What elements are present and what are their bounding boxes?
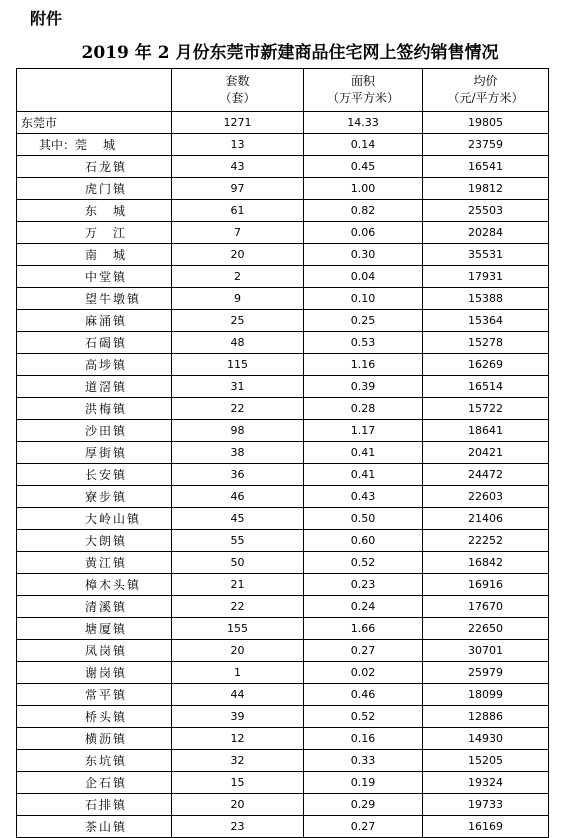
first-town-area: 0.14: [304, 134, 423, 156]
town-name-cell: [17, 772, 172, 794]
town-price: 21406: [423, 508, 549, 530]
town-name: 茶山镇: [85, 819, 128, 834]
town-units: 23: [172, 816, 304, 838]
town-units: 44: [172, 684, 304, 706]
town-price: 35531: [423, 244, 549, 266]
table-row: [17, 618, 549, 640]
table-row: [17, 332, 549, 354]
header-area: [304, 69, 423, 112]
table-row: [17, 662, 549, 684]
town-area: 0.02: [304, 662, 423, 684]
table-row: [17, 596, 549, 618]
first-town-units: 13: [172, 134, 304, 156]
town-units: 48: [172, 332, 304, 354]
town-name: 常平镇: [85, 687, 128, 702]
town-name: 大朗镇: [85, 533, 128, 548]
table-header-row: [17, 69, 549, 112]
table-row: [17, 354, 549, 376]
table-row: [17, 640, 549, 662]
town-name: 望牛墩镇: [85, 291, 142, 306]
town-price: 25503: [423, 200, 549, 222]
town-units: 115: [172, 354, 304, 376]
town-area: 0.06: [304, 222, 423, 244]
town-units: 7: [172, 222, 304, 244]
table-row: [17, 266, 549, 288]
town-area: 0.39: [304, 376, 423, 398]
town-price: 14930: [423, 728, 549, 750]
town-name: 桥头镇: [85, 709, 128, 724]
town-units: 46: [172, 486, 304, 508]
town-price: 15722: [423, 398, 549, 420]
town-name-cell: [17, 618, 172, 640]
town-name: 高埗镇: [85, 357, 128, 372]
town-name-cell: [17, 200, 172, 222]
town-price: 19324: [423, 772, 549, 794]
town-name: 长安镇: [85, 467, 128, 482]
table-row: [17, 794, 549, 816]
table-row: [17, 134, 549, 156]
town-price: 16842: [423, 552, 549, 574]
town-name-cell: [17, 508, 172, 530]
town-name-cell: [17, 750, 172, 772]
town-price: 20284: [423, 222, 549, 244]
total-price: 19805: [423, 112, 549, 134]
town-price: 24472: [423, 464, 549, 486]
town-units: 97: [172, 178, 304, 200]
town-name-cell: [17, 684, 172, 706]
town-name: 道滘镇: [85, 379, 128, 394]
town-name: 横沥镇: [85, 731, 128, 746]
town-name: 东 城: [85, 203, 128, 218]
town-name: 中堂镇: [85, 269, 128, 284]
town-name: 寮步镇: [85, 489, 128, 504]
town-area: 1.16: [304, 354, 423, 376]
attachment-label: 附件: [30, 9, 63, 28]
town-name: 万 江: [85, 225, 128, 240]
town-price: 15364: [423, 310, 549, 332]
total-units: 1271: [172, 112, 304, 134]
town-area: 1.17: [304, 420, 423, 442]
header-price-unit: （元/平方米）: [447, 91, 524, 105]
town-units: 22: [172, 398, 304, 420]
town-name-cell: [17, 574, 172, 596]
town-area: 0.27: [304, 640, 423, 662]
town-name-cell: [17, 552, 172, 574]
town-name-cell: [17, 178, 172, 200]
town-area: 0.10: [304, 288, 423, 310]
town-name: 清溪镇: [85, 599, 128, 614]
town-name: 黄江镇: [85, 555, 128, 570]
town-name-cell: [17, 310, 172, 332]
town-name-cell: [17, 288, 172, 310]
town-area: 0.23: [304, 574, 423, 596]
town-area: 0.60: [304, 530, 423, 552]
town-units: 2: [172, 266, 304, 288]
town-price: 16916: [423, 574, 549, 596]
town-name-cell: [17, 728, 172, 750]
total-area: 14.33: [304, 112, 423, 134]
town-area: 0.24: [304, 596, 423, 618]
town-area: 0.41: [304, 442, 423, 464]
town-units: 20: [172, 640, 304, 662]
header-area-unit: （万平方米）: [326, 91, 399, 105]
town-name-cell: [17, 464, 172, 486]
town-name-cell: [17, 662, 172, 684]
town-name-cell: [17, 640, 172, 662]
town-name: 虎门镇: [85, 181, 128, 196]
town-name-cell: [17, 420, 172, 442]
town-name-cell: [17, 794, 172, 816]
town-name-cell: [17, 816, 172, 838]
table-row: [17, 508, 549, 530]
town-name: 沙田镇: [85, 423, 128, 438]
town-name: 凤岗镇: [85, 643, 128, 658]
table-row: [17, 816, 549, 838]
town-price: 15278: [423, 332, 549, 354]
town-units: 12: [172, 728, 304, 750]
town-price: 22603: [423, 486, 549, 508]
town-area: 1.00: [304, 178, 423, 200]
town-name-cell: [17, 442, 172, 464]
town-price: 16514: [423, 376, 549, 398]
town-units: 45: [172, 508, 304, 530]
first-town-cell: [17, 134, 172, 156]
sales-table: [16, 68, 549, 838]
town-price: 22650: [423, 618, 549, 640]
town-name-cell: [17, 244, 172, 266]
town-name-cell: [17, 332, 172, 354]
table-row: [17, 156, 549, 178]
town-price: 22252: [423, 530, 549, 552]
town-name-cell: [17, 266, 172, 288]
town-price: 20421: [423, 442, 549, 464]
town-units: 38: [172, 442, 304, 464]
first-town-name: 莞 城: [75, 137, 118, 152]
town-area: 0.52: [304, 552, 423, 574]
header-units-label: 套数: [225, 74, 250, 88]
town-price: 16269: [423, 354, 549, 376]
town-name: 东坑镇: [85, 753, 128, 768]
table-row: [17, 200, 549, 222]
town-units: 55: [172, 530, 304, 552]
town-name-cell: [17, 354, 172, 376]
town-units: 32: [172, 750, 304, 772]
town-name-cell: [17, 486, 172, 508]
town-units: 15: [172, 772, 304, 794]
town-area: 1.66: [304, 618, 423, 640]
town-units: 20: [172, 794, 304, 816]
town-price: 30701: [423, 640, 549, 662]
town-area: 0.16: [304, 728, 423, 750]
town-name-cell: [17, 156, 172, 178]
town-name: 谢岗镇: [85, 665, 128, 680]
town-area: 0.43: [304, 486, 423, 508]
town-units: 20: [172, 244, 304, 266]
table-row: [17, 574, 549, 596]
town-area: 0.25: [304, 310, 423, 332]
town-price: 17931: [423, 266, 549, 288]
town-name-cell: [17, 706, 172, 728]
town-name: 厚街镇: [85, 445, 128, 460]
town-units: 25: [172, 310, 304, 332]
town-units: 31: [172, 376, 304, 398]
header-town: [17, 69, 172, 112]
total-name: 东莞市: [17, 112, 172, 134]
town-units: 61: [172, 200, 304, 222]
town-price: 18099: [423, 684, 549, 706]
town-units: 39: [172, 706, 304, 728]
town-area: 0.46: [304, 684, 423, 706]
town-units: 9: [172, 288, 304, 310]
table-row: [17, 420, 549, 442]
table-row: [17, 750, 549, 772]
town-name: 大岭山镇: [85, 511, 142, 526]
total-row: [17, 112, 549, 134]
town-name: 企石镇: [85, 775, 128, 790]
table-row: [17, 464, 549, 486]
town-name: 麻涌镇: [85, 313, 128, 328]
town-area: 0.27: [304, 816, 423, 838]
town-name-cell: [17, 530, 172, 552]
table-row: [17, 442, 549, 464]
town-units: 21: [172, 574, 304, 596]
table-row: [17, 486, 549, 508]
header-units: [172, 69, 304, 112]
town-units: 43: [172, 156, 304, 178]
town-price: 19733: [423, 794, 549, 816]
town-price: 16541: [423, 156, 549, 178]
town-area: 0.28: [304, 398, 423, 420]
town-name: 石碣镇: [85, 335, 128, 350]
town-units: 22: [172, 596, 304, 618]
town-area: 0.29: [304, 794, 423, 816]
table-row: [17, 288, 549, 310]
town-name: 石龙镇: [85, 159, 128, 174]
town-area: 0.50: [304, 508, 423, 530]
table-row: [17, 772, 549, 794]
town-area: 0.82: [304, 200, 423, 222]
town-units: 1: [172, 662, 304, 684]
town-price: 17670: [423, 596, 549, 618]
town-price: 15205: [423, 750, 549, 772]
town-price: 15388: [423, 288, 549, 310]
table-row: [17, 552, 549, 574]
town-units: 36: [172, 464, 304, 486]
town-area: 0.04: [304, 266, 423, 288]
header-price: [423, 69, 549, 112]
table-row: [17, 706, 549, 728]
town-area: 0.33: [304, 750, 423, 772]
table-row: [17, 530, 549, 552]
table-row: [17, 684, 549, 706]
town-area: 0.30: [304, 244, 423, 266]
table-row: [17, 376, 549, 398]
header-units-unit: （套）: [219, 91, 256, 105]
town-name-cell: [17, 376, 172, 398]
town-area: 0.41: [304, 464, 423, 486]
table-row: [17, 178, 549, 200]
town-name: 石排镇: [85, 797, 128, 812]
town-area: 0.52: [304, 706, 423, 728]
town-price: 25979: [423, 662, 549, 684]
town-name-cell: [17, 398, 172, 420]
town-units: 155: [172, 618, 304, 640]
town-area: 0.53: [304, 332, 423, 354]
first-town-price: 23759: [423, 134, 549, 156]
header-price-label: 均价: [473, 74, 498, 88]
town-price: 16169: [423, 816, 549, 838]
town-area: 0.19: [304, 772, 423, 794]
town-units: 98: [172, 420, 304, 442]
town-name: 樟木头镇: [85, 577, 142, 592]
town-name-cell: [17, 222, 172, 244]
table-row: [17, 728, 549, 750]
document-title: 2019 年 2 月份东莞市新建商品住宅网上签约销售情况: [81, 43, 499, 63]
town-price: 18641: [423, 420, 549, 442]
table-row: [17, 310, 549, 332]
town-name-cell: [17, 596, 172, 618]
town-price: 12886: [423, 706, 549, 728]
town-name: 洪梅镇: [85, 401, 128, 416]
header-area-label: 面积: [350, 74, 375, 88]
table-row: [17, 244, 549, 266]
town-price: 19812: [423, 178, 549, 200]
table-row: [17, 398, 549, 420]
town-name: 南 城: [85, 247, 128, 262]
town-area: 0.45: [304, 156, 423, 178]
town-name: 塘厦镇: [85, 621, 128, 636]
table-row: [17, 222, 549, 244]
town-units: 50: [172, 552, 304, 574]
first-town-prefix: 其中：: [39, 137, 76, 152]
